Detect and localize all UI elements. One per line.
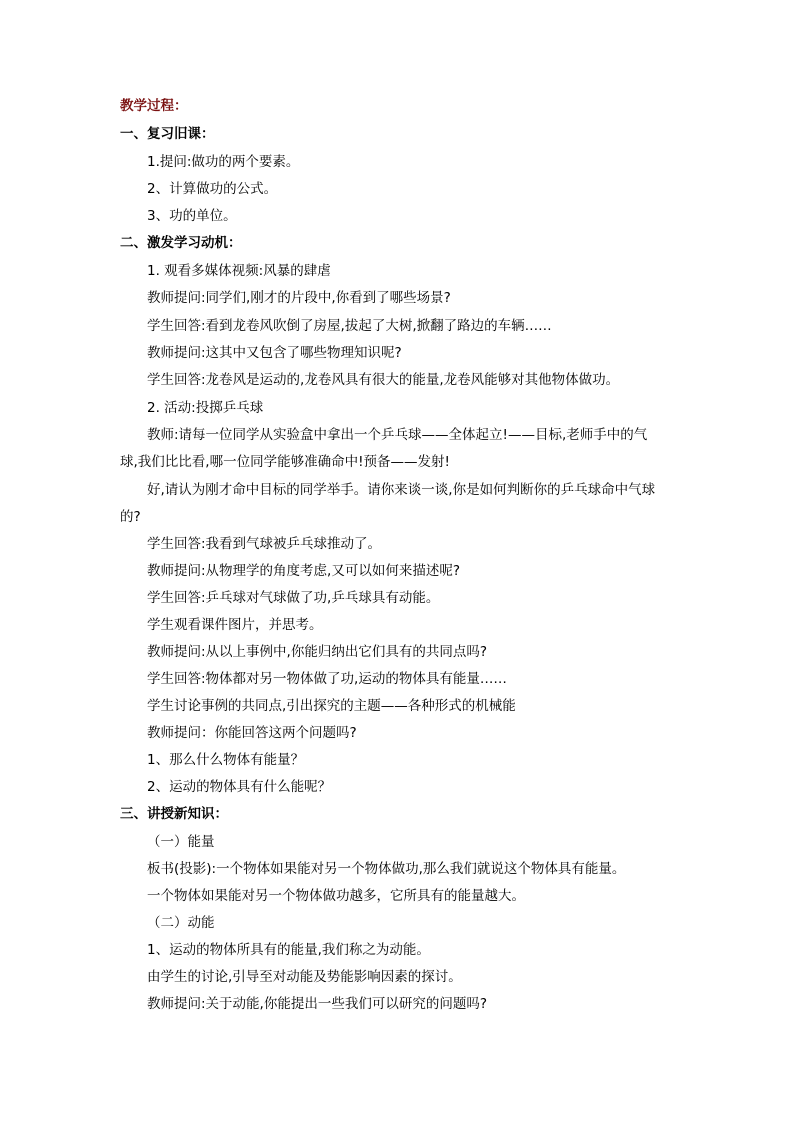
paragraph: 2、运动的物体具有什么能呢？ [147, 779, 332, 795]
paragraph: 教师提问:同学们,刚才的片段中,你看到了哪些场景? [147, 290, 451, 306]
paragraph: 教师提问:从物理学的角度考虑,又可以如何来描述呢? [147, 563, 461, 579]
section-heading-new-knowledge: 三、讲授新知识： [120, 806, 228, 822]
paragraph: 的? [120, 509, 141, 525]
paragraph: 1、运动的物体所具有的能量,我们称之为动能。 [147, 942, 430, 958]
paragraph: 球,我们比比看,哪一位同学能够准确命中!预备——发射! [120, 454, 450, 470]
paragraph: 教师提问:关于动能,你能提出一些我们可以研究的问题吗? [147, 996, 488, 1012]
paragraph: （一）能量 [147, 834, 215, 850]
paragraph: 3、功的单位。 [147, 208, 237, 224]
paragraph: 教师提问:从以上事例中,你能归纳出它们具有的共同点吗? [147, 644, 488, 660]
paragraph: 1.提问:做功的两个要素。 [147, 154, 300, 170]
paragraph: 学生回答:物体都对另一物体做了功,运动的物体具有能量…… [147, 671, 507, 687]
paragraph: 一个物体如果能对另一个物体做功越多，它所具有的能量越大。 [147, 888, 525, 904]
paragraph: 由学生的讨论,引导至对动能及势能影响因素的探讨。 [147, 969, 462, 985]
paragraph: （二）动能 [147, 915, 215, 931]
paragraph: 教师提问：你能回答这两个问题吗? [147, 725, 357, 741]
section-heading-motivation: 二、激发学习动机： [120, 235, 242, 251]
paragraph: 2、计算做功的公式。 [147, 181, 278, 197]
paragraph: 板书(投影):一个物体如果能对另一个物体做功,那么我们就说这个物体具有能量。 [147, 861, 626, 877]
paragraph: 教师:请每一位同学从实验盒中拿出一个乒乓球——全体起立!——目标,老师手中的气 [147, 427, 648, 443]
paragraph: 学生回答:我看到气球被乒乓球推动了。 [147, 536, 382, 552]
paragraph: 教师提问:这其中又包含了哪些物理知识呢? [147, 345, 402, 361]
paragraph: 学生观看课件图片，并思考。 [147, 617, 323, 633]
paragraph: 学生回答:乒乓球对气球做了功,乒乓球具有动能。 [147, 590, 440, 606]
paragraph: 学生回答:看到龙卷风吹倒了房屋,拔起了大树,掀翻了路边的车辆…… [147, 318, 552, 334]
paragraph: 1、那么什么物体有能量？ [147, 752, 305, 768]
section-heading-review: 一、复习旧课： [120, 126, 215, 142]
paragraph: 1. 观看多媒体视频:风暴的肆虐 [147, 263, 331, 279]
paragraph: 学生讨论事例的共同点,引出探究的主题——各种形式的机械能 [147, 698, 516, 714]
document-title: 教学过程： [120, 98, 188, 114]
paragraph: 好,请认为刚才命中目标的同学举手。请你来谈一谈,你是如何判断你的乒乓球命中气球 [147, 482, 656, 498]
paragraph: 学生回答:龙卷风是运动的,龙卷风具有很大的能量,龙卷风能够对其他物体做功。 [147, 372, 620, 388]
paragraph: 2. 活动:投掷乒乓球 [147, 400, 264, 416]
